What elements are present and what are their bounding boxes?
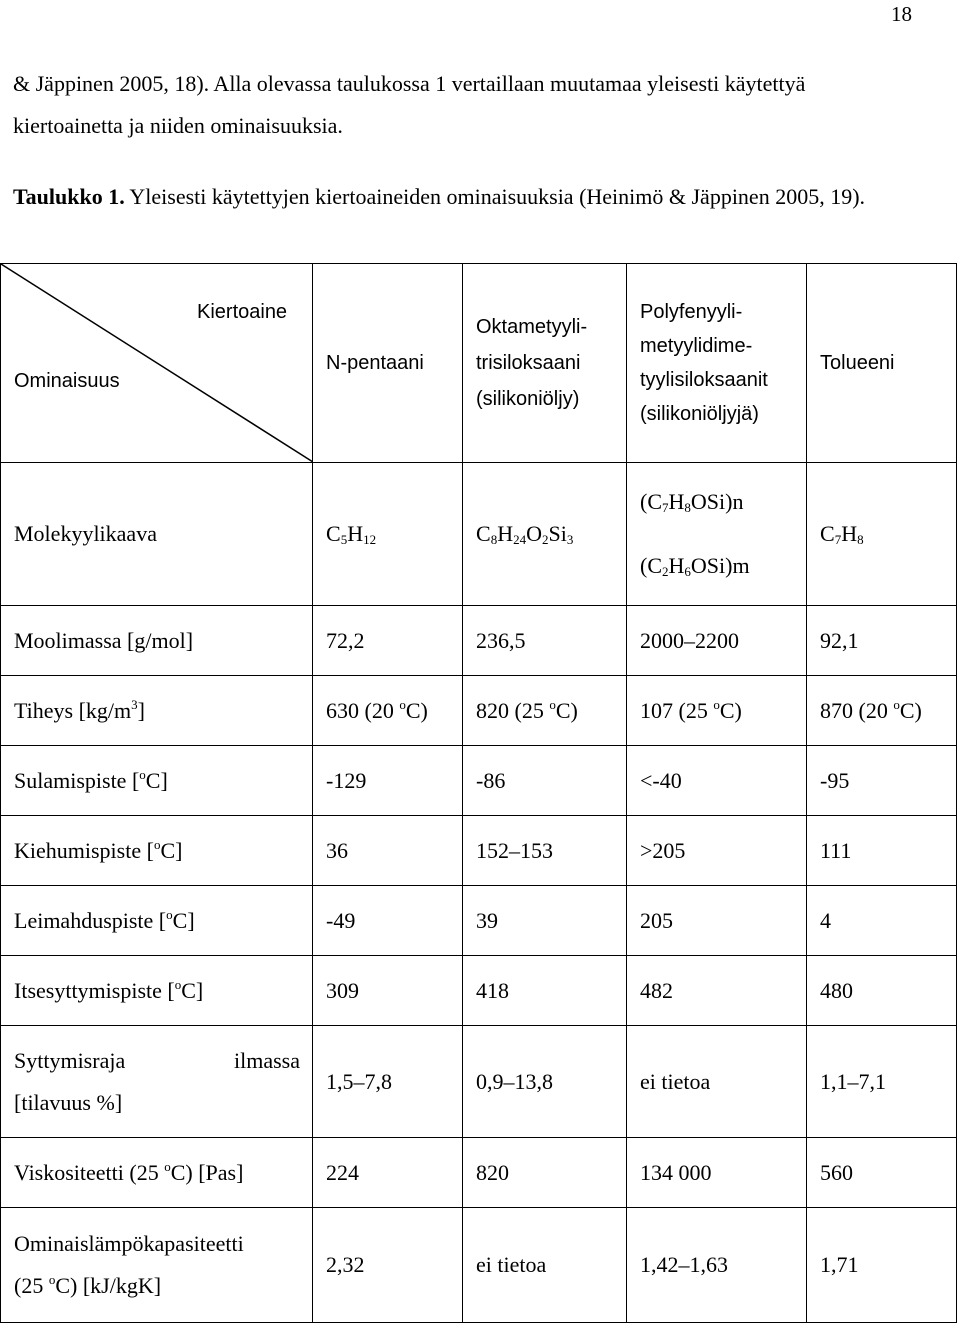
cell: 1,5–7,8 bbox=[313, 1026, 463, 1138]
row-leimahduspiste bbox=[1, 886, 957, 956]
row-label: Tiheys $[kg/m^3]$ bbox=[1, 676, 313, 746]
cell: 820 (25 $^o$C) bbox=[463, 676, 627, 746]
properties-table bbox=[0, 263, 957, 1323]
cell: 870 (20 $^o$C) bbox=[807, 676, 957, 746]
cell: 630 (20 $^o$C) bbox=[313, 676, 463, 746]
row-kiehumispiste bbox=[1, 816, 957, 886]
cell: 480 bbox=[807, 956, 957, 1026]
cell: 107 (25 $^o$C) bbox=[627, 676, 807, 746]
formula-n-pentaani: $C_5H_{12}$ bbox=[313, 463, 463, 606]
corner-header-cell bbox=[1, 264, 313, 463]
intro-paragraph: & Jäppinen 2005, 18). Alla olevassa taulukossa 1 vertaillaan muutamaa yleisesti käytettyä kiertoainetta ja niiden ominaisuuksia. bbox=[13, 71, 806, 138]
corner-label-kiertoaine: Kiertoaine bbox=[197, 301, 288, 323]
cell: 134 000 bbox=[627, 1138, 807, 1208]
row-label: Leimahduspiste [$^o$C] bbox=[1, 886, 313, 956]
cell: -95 bbox=[807, 746, 957, 816]
header-polyfenyyli: Polyfenyyli- metyylidime- tyylisiloksaanit (silikoniöljyjä) bbox=[627, 264, 807, 463]
row-viskositeetti bbox=[1, 1138, 957, 1208]
header-row bbox=[1, 264, 957, 463]
cell: ei tietoa bbox=[627, 1026, 807, 1138]
cell: 36 bbox=[313, 816, 463, 886]
cell: 560 bbox=[807, 1138, 957, 1208]
formula-tolueeni: $C_7H_8$ bbox=[807, 463, 957, 606]
cell: 820 bbox=[463, 1138, 627, 1208]
cell: ei tietoa bbox=[463, 1208, 627, 1323]
cell: 224 bbox=[313, 1138, 463, 1208]
cell: <-40 bbox=[627, 746, 807, 816]
row-tiheys bbox=[1, 676, 957, 746]
row-ominaislampokapasiteetti bbox=[1, 1208, 957, 1323]
cell: 1,71 bbox=[807, 1208, 957, 1323]
row-label: Moolimassa [g/mol] bbox=[1, 606, 313, 676]
row-moolimassa bbox=[1, 606, 957, 676]
row-label: Molekyylikaava bbox=[1, 463, 313, 606]
row-label: Kiehumispiste [$^o$C] bbox=[1, 816, 313, 886]
cell: 111 bbox=[807, 816, 957, 886]
diagonal-divider bbox=[1, 264, 313, 462]
cell: 4 bbox=[807, 886, 957, 956]
row-label: Syttymisraja ilmassa [tilavuus %] bbox=[1, 1026, 313, 1138]
cell: 0,9–13,8 bbox=[463, 1026, 627, 1138]
cell: 205 bbox=[627, 886, 807, 956]
row-syttymisraja bbox=[1, 1026, 957, 1138]
header-tolueeni: Tolueeni bbox=[807, 264, 957, 463]
cell: >205 bbox=[627, 816, 807, 886]
cell: -86 bbox=[463, 746, 627, 816]
row-label: Viskositeetti (25 $^o$C) [Pas] bbox=[1, 1138, 313, 1208]
cell: 482 bbox=[627, 956, 807, 1026]
cell: 1,1–7,1 bbox=[807, 1026, 957, 1138]
cell: 418 bbox=[463, 956, 627, 1026]
cell: 1,42–1,63 bbox=[627, 1208, 807, 1323]
caption-label: Taulukko 1. bbox=[13, 184, 125, 209]
row-label: Ominaislämpökapasiteetti (25 $^o$C) [kJ/kgK] bbox=[1, 1208, 313, 1323]
row-sulamispiste bbox=[1, 746, 957, 816]
header-n-pentaani: N-pentaani bbox=[313, 264, 463, 463]
cell: 309 bbox=[313, 956, 463, 1026]
page-number: 18 bbox=[891, 2, 912, 26]
cell: 152–153 bbox=[463, 816, 627, 886]
cell: 39 bbox=[463, 886, 627, 956]
header-oktametyyli: Oktametyyli- trisiloksaani (silikoniöljy) bbox=[463, 264, 627, 463]
row-molekyylikaava bbox=[1, 463, 957, 606]
cell: 2000–2200 bbox=[627, 606, 807, 676]
formula-polyfenyyli: $(C_7H_8OSi)n$ $(C_2H_6OSi)m$ bbox=[627, 463, 807, 606]
cell: 72,2 bbox=[313, 606, 463, 676]
row-itsesyttymispiste bbox=[1, 956, 957, 1026]
row-label: Sulamispiste [$^o$C] bbox=[1, 746, 313, 816]
table-caption bbox=[13, 176, 913, 218]
corner-label-ominaisuus: Ominaisuus bbox=[14, 370, 120, 392]
cell: 92,1 bbox=[807, 606, 957, 676]
cell: 2,32 bbox=[313, 1208, 463, 1323]
caption-text: Yleisesti käytettyjen kiertoaineiden ominaisuuksia (Heinimö & Jäppinen 2005, 19). bbox=[124, 184, 866, 209]
cell: 236,5 bbox=[463, 606, 627, 676]
cell: -49 bbox=[313, 886, 463, 956]
cell: -129 bbox=[313, 746, 463, 816]
row-label: Itsesyttymispiste [$^o$C] bbox=[1, 956, 313, 1026]
formula-oktametyyli: $C_8H_{24}O_2Si_3$ bbox=[463, 463, 627, 606]
